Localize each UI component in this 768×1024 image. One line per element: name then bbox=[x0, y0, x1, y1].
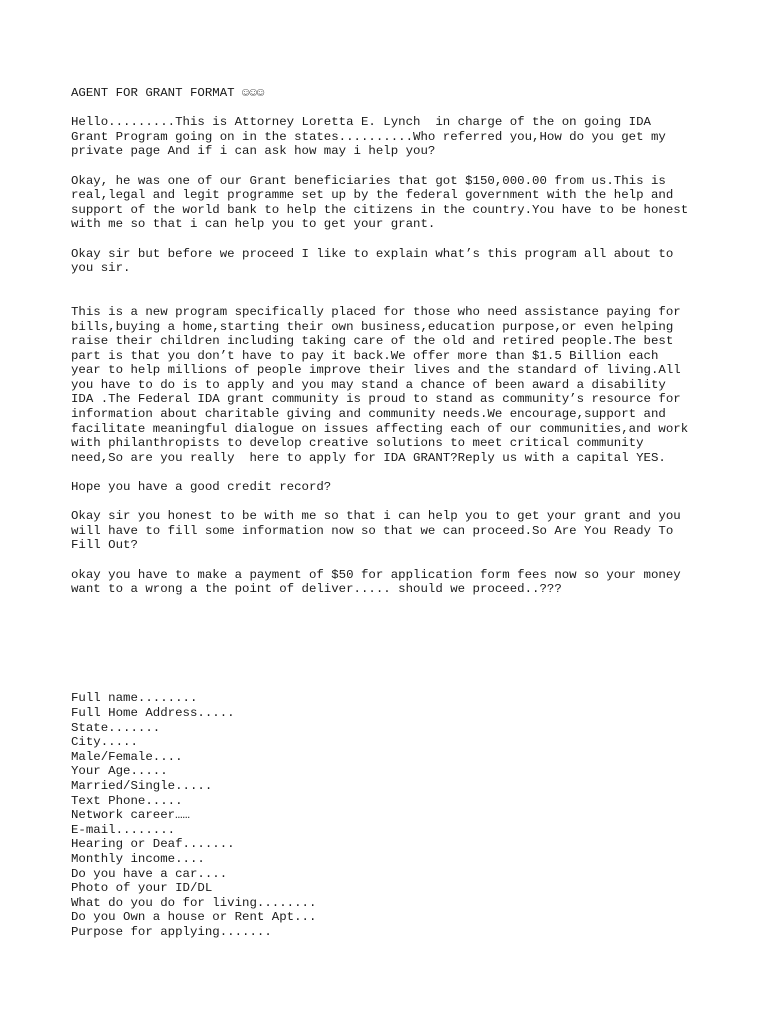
document-title: AGENT FOR GRANT FORMAT ☺☺☺ bbox=[71, 86, 265, 100]
form-field-purpose: Purpose for applying....... bbox=[71, 924, 272, 939]
form-field-email: E-mail........ bbox=[71, 822, 176, 837]
paragraph-fill-out: Okay sir you honest to be with me so that i can help you to get your grant and you will have to fill some information now so that we can proceed.So Are You Ready To Fill Out? bbox=[71, 509, 681, 553]
paragraph-beneficiary: Okay, he was one of our Grant beneficiaries that got $150,000.00 from us.This is real,legal and legit programme set up by the federal government with the help and support of the world bank to help the citizens in the country.You have to be honest with me so that i can help you to get your grant. bbox=[71, 173, 689, 232]
paragraph-program-description: This is a new program specifically placed for those who need assistance paying for bills,buying a home,starting their own business,education purpose,or even helping raise their children including taking care of the old and retired people.The best part is that you don’t have to pay it back.We offer more than $1.5 Billion each year to help millions of people improve their lives and the standard of living.All you have to do is to apply and you may stand a chance of been award a disability IDA .The Federal IDA grant community is proud to stand as community’s resource for information about charitable giving and community needs.We encourage,support and facilitate meaningful dialogue on issues affecting each of our communities,and work with philanthropists to develop creative solutions to meet critical community need,So are you really here to apply for IDA GRANT?Reply us with a capital YES. bbox=[71, 304, 689, 465]
form-field-home-address: Full Home Address..... bbox=[71, 705, 235, 720]
form-field-monthly-income: Monthly income.... bbox=[71, 851, 205, 866]
form-field-car: Do you have a car.... bbox=[71, 866, 228, 881]
paragraph-greeting: Hello.........This is Attorney Loretta E. Lynch in charge of the on going IDA Grant Program going on in the states..........Who referred you,How do you get my private page And if i can ask how may i help you? bbox=[71, 115, 666, 159]
form-field-text-phone: Text Phone..... bbox=[71, 793, 183, 808]
form-field-state: State....... bbox=[71, 720, 161, 735]
form-field-housing: Do you Own a house or Rent Apt... bbox=[71, 910, 317, 925]
form-field-list bbox=[71, 691, 711, 939]
form-field-photo-id: Photo of your ID/DL bbox=[71, 881, 213, 896]
document-page bbox=[71, 86, 711, 939]
paragraph-payment: okay you have to make a payment of $50 for application form fees now so your money want to a wrong a the point of deliver..... should we proceed..??? bbox=[71, 567, 681, 597]
spacer bbox=[71, 290, 711, 305]
paragraph-explain-intro: Okay sir but before we proceed I like to explain what’s this program all about to you sir. bbox=[71, 246, 674, 276]
spacer-large bbox=[71, 611, 711, 691]
form-field-occupation: What do you do for living........ bbox=[71, 895, 317, 910]
form-field-hearing: Hearing or Deaf....... bbox=[71, 837, 235, 852]
form-field-marital-status: Married/Single..... bbox=[71, 778, 213, 793]
form-field-city: City..... bbox=[71, 735, 138, 750]
form-field-age: Your Age..... bbox=[71, 764, 168, 779]
form-field-gender: Male/Female.... bbox=[71, 749, 183, 764]
paragraph-credit-question: Hope you have a good credit record? bbox=[71, 480, 332, 495]
form-field-network-career: Network career…… bbox=[71, 808, 190, 823]
form-field-full-name: Full name........ bbox=[71, 691, 198, 706]
